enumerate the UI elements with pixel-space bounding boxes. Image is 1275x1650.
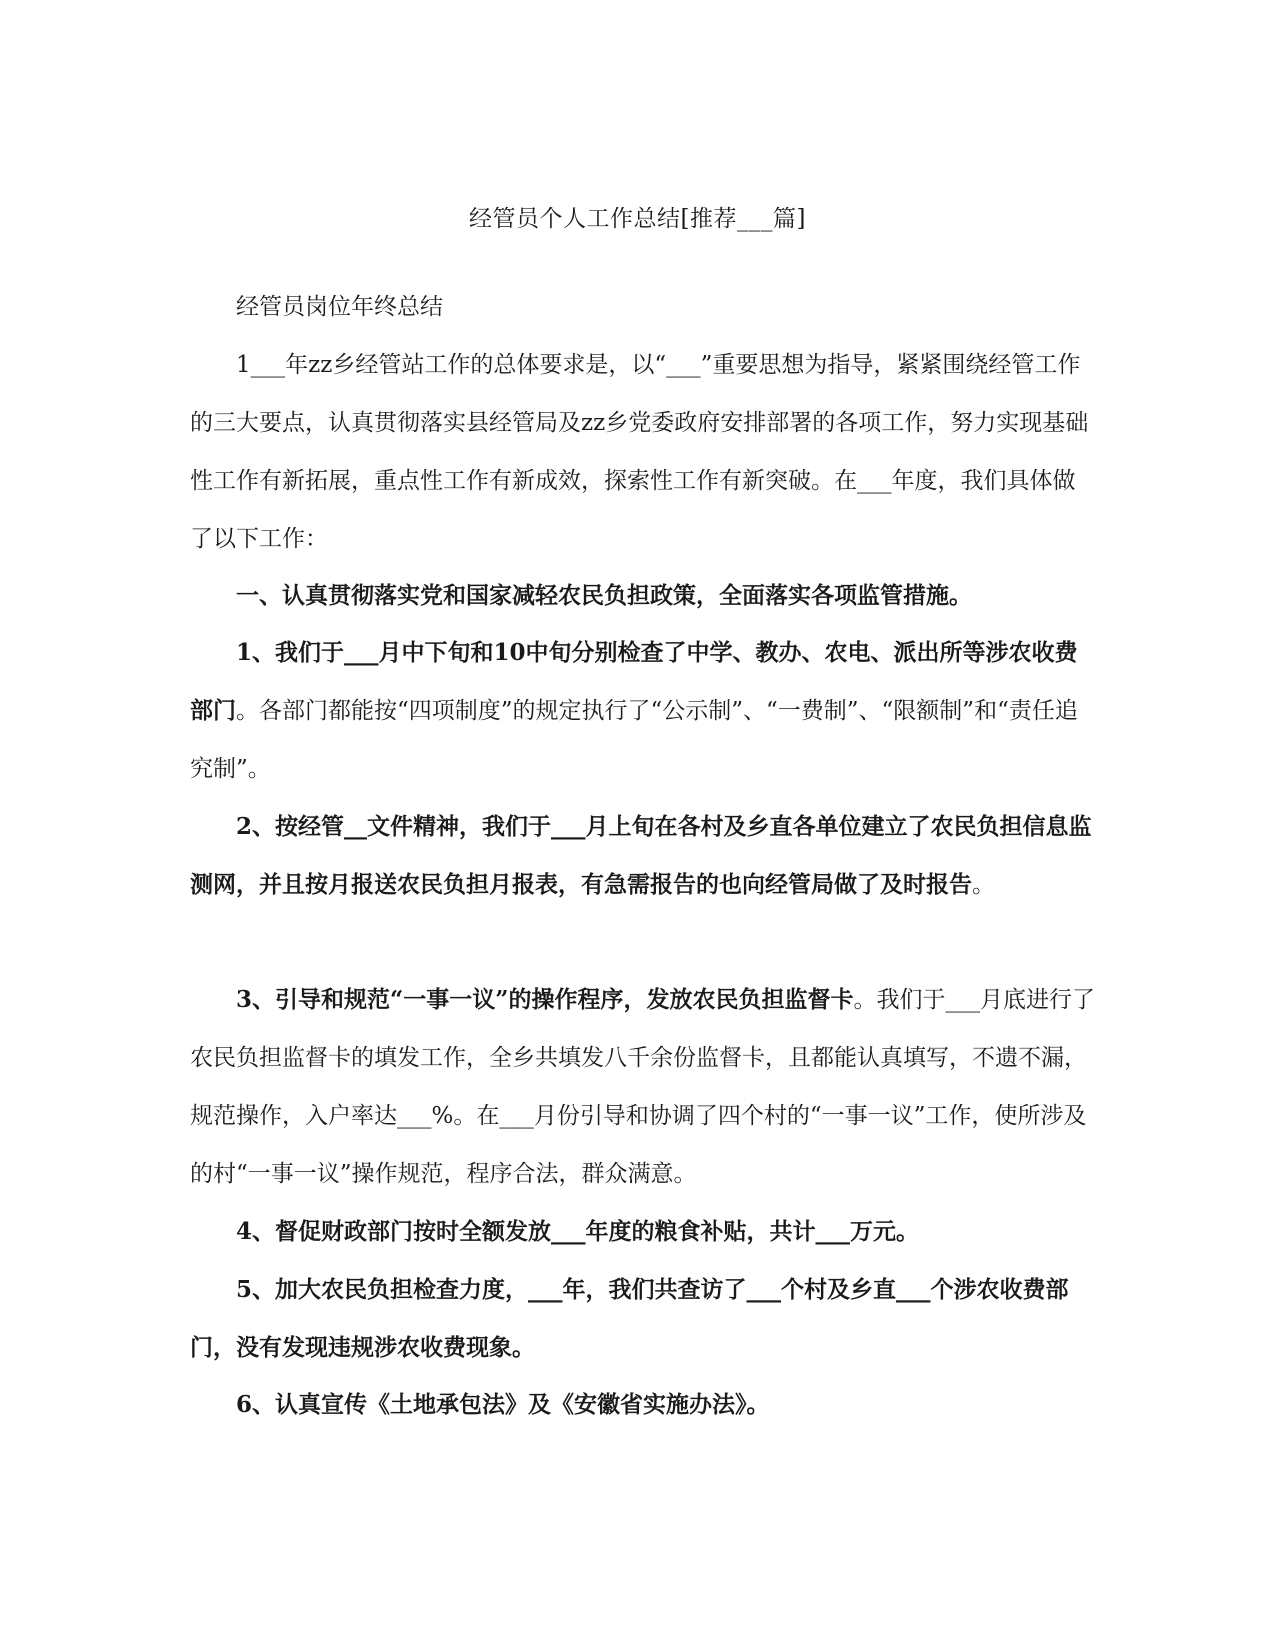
list-item-1 xyxy=(190,624,1095,798)
list-item-2 xyxy=(190,798,1095,914)
section-heading: 一、认真贯彻落实党和国家减轻农民负担政策，全面落实各项监管措施。 xyxy=(236,582,972,609)
list-item-5: 5、加大农民负担检查力度，___年，我们共查访了___个村及乡直___个涉农收费部门，没有发现违规涉农收费现象。 xyxy=(190,1276,1069,1361)
list-item-2-rest: 。 xyxy=(972,872,995,898)
list-item-3-rest: 。我们于___月底进行了农民负担监督卡的填发工作，全乡共填发八千余份监督卡，且都能认真填写，不遗不漏，规范操作，入户率达___%。在___月份引导和协调了四个村的“一事一议”工作，使所涉及的村“一事一议”操作规范，程序合法，群众满意。 xyxy=(190,987,1095,1187)
list-item-3 xyxy=(190,971,1095,1203)
list-item-2-lead: 2、按经管__文件精神，我们于___月上旬在各村及乡直各单位建立了农民负担信息监测网，并且按月报送农民负担月报表，有急需报告的也向经管局做了及时报告 xyxy=(190,813,1092,898)
list-item-1-lead: 1、我们于___月中下旬和10中旬分别检查了中学、教办、农电、派出所等涉农收费部门 xyxy=(190,639,1078,724)
list-item-4: 4、督促财政部门按时全额发放___年度的粮食补贴，共计___万元。 xyxy=(236,1218,920,1245)
list-item-6: 6、认真宣传《土地承包法》及《安徽省实施办法》。 xyxy=(236,1391,770,1418)
document-subtitle: 经管员岗位年终总结 xyxy=(236,294,443,320)
intro-paragraph: 1___年zz乡经管站工作的总体要求是，以“___”重要思想为指导，紧紧围绕经管工作的三大要点，认真贯彻落实县经管局及zz乡党委政府安排部署的各项工作，努力实现基础性工作有新拓展，重点性工作有新成效，探索性工作有新突破。在___年度，我们具体做了以下工作： xyxy=(190,352,1089,552)
document-title: 经管员个人工作总结[推荐___篇] xyxy=(469,206,806,232)
list-item-1-rest: 。各部门都能按“四项制度”的规定执行了“公示制”、“一费制”、“限额制”和“责任追究制”。 xyxy=(190,698,1078,782)
list-item-3-lead: 3、引导和规范“一事一议”的操作程序，发放农民负担监督卡 xyxy=(236,986,854,1013)
